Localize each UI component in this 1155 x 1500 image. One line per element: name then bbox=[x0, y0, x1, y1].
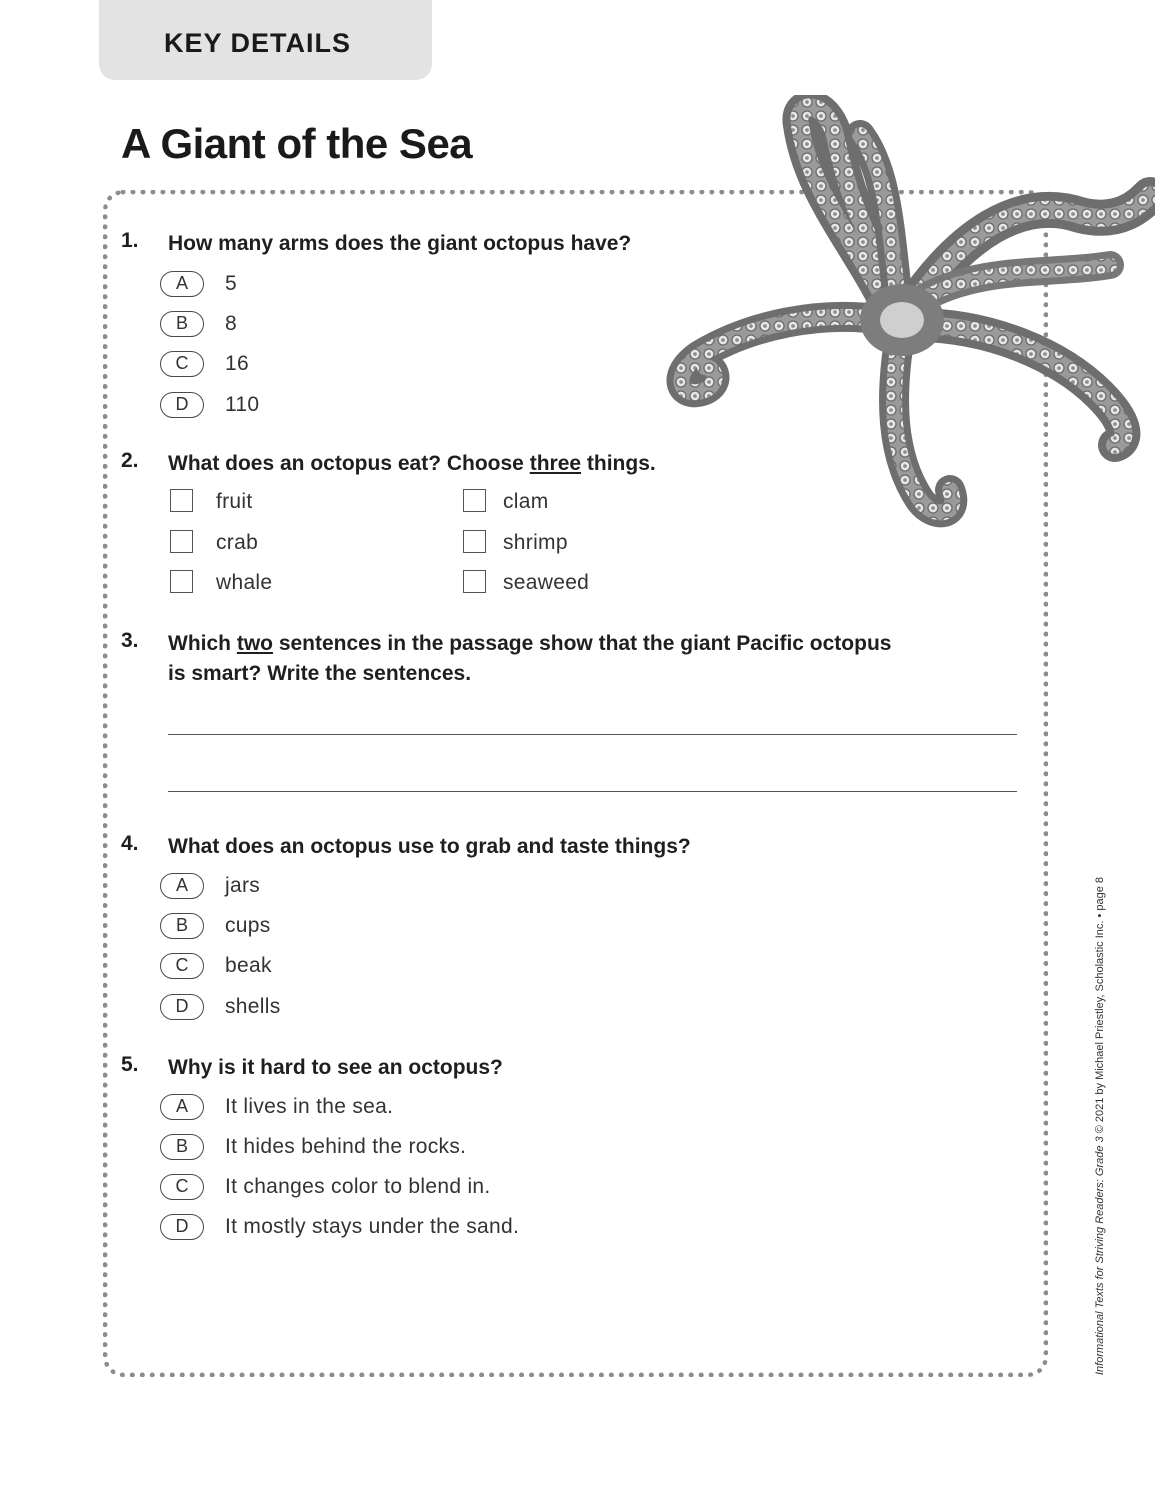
answer-text: It changes color to blend in. bbox=[225, 1175, 491, 1198]
question-text bbox=[168, 449, 656, 479]
question-text: How many arms does the giant octopus have? bbox=[168, 232, 632, 255]
answer-line[interactable] bbox=[168, 734, 1017, 735]
answer-bubble[interactable]: C bbox=[160, 1174, 204, 1200]
answer-bubble[interactable]: D bbox=[160, 1214, 204, 1240]
answer-bubble[interactable]: A bbox=[160, 1094, 204, 1120]
question-number: 2. bbox=[121, 449, 139, 472]
answer-bubble[interactable]: A bbox=[160, 271, 204, 297]
answer-text: 8 bbox=[225, 312, 237, 335]
answer-bubble[interactable]: B bbox=[160, 913, 204, 939]
question-text-part: things. bbox=[581, 452, 656, 475]
question-text-part: What does an octopus eat? Choose bbox=[168, 452, 530, 475]
question-text-part: Which bbox=[168, 632, 237, 655]
answer-bubble[interactable]: D bbox=[160, 994, 204, 1020]
answer-bubble[interactable]: B bbox=[160, 311, 204, 337]
answer-text: It hides behind the rocks. bbox=[225, 1135, 467, 1158]
emphasis-word: three bbox=[529, 452, 582, 475]
book-title: Informational Texts for Striving Readers: Grade 3 bbox=[1094, 1136, 1106, 1375]
question-number: 5. bbox=[121, 1053, 139, 1076]
answer-text: 16 bbox=[225, 352, 249, 375]
answer-bubble[interactable]: C bbox=[160, 351, 204, 377]
question-text: Why is it hard to see an octopus? bbox=[168, 1056, 503, 1079]
question-number: 3. bbox=[121, 629, 139, 652]
question-text bbox=[168, 629, 891, 689]
answer-text: jars bbox=[225, 874, 261, 897]
question-number: 1. bbox=[121, 229, 139, 252]
answer-bubble[interactable]: D bbox=[160, 392, 204, 418]
answer-text: 5 bbox=[225, 272, 237, 295]
emphasis-word: two bbox=[236, 632, 273, 655]
answer-bubble[interactable]: C bbox=[160, 953, 204, 979]
octopus-illustration bbox=[660, 95, 1155, 535]
checkbox[interactable] bbox=[170, 489, 193, 512]
answer-text: 110 bbox=[225, 393, 260, 416]
checkbox-label: seaweed bbox=[503, 571, 590, 594]
checkbox-label: fruit bbox=[216, 490, 253, 513]
question-number: 4. bbox=[121, 832, 139, 855]
copyright-credit bbox=[1094, 805, 1106, 1375]
answer-text: It mostly stays under the sand. bbox=[225, 1215, 520, 1238]
checkbox[interactable] bbox=[463, 489, 486, 512]
checkbox[interactable] bbox=[170, 530, 193, 553]
checkbox-label: whale bbox=[216, 571, 273, 594]
section-tab-label: KEY DETAILS bbox=[164, 28, 352, 58]
answer-text: shells bbox=[225, 995, 281, 1018]
question-text-part: sentences in the passage show that the giant Pacific octopus bbox=[272, 632, 892, 655]
answer-bubble[interactable]: A bbox=[160, 873, 204, 899]
checkbox-label: clam bbox=[503, 490, 549, 513]
copyright-text: © 2021 by Michael Priestley, Scholastic Inc. • page 8 bbox=[1094, 876, 1106, 1137]
checkbox[interactable] bbox=[463, 570, 486, 593]
answer-text: cups bbox=[225, 914, 271, 937]
answer-text: It lives in the sea. bbox=[225, 1095, 394, 1118]
answer-bubble[interactable]: B bbox=[160, 1134, 204, 1160]
answer-text: beak bbox=[225, 954, 272, 977]
checkbox[interactable] bbox=[463, 530, 486, 553]
question-text: What does an octopus use to grab and taste things? bbox=[168, 835, 691, 858]
checkbox-label: shrimp bbox=[503, 531, 568, 554]
answer-line[interactable] bbox=[168, 791, 1017, 792]
section-tab bbox=[99, 0, 432, 80]
checkbox[interactable] bbox=[170, 570, 193, 593]
checkbox-label: crab bbox=[216, 531, 259, 554]
page-title: A Giant of the Sea bbox=[121, 120, 473, 167]
question-text-part: is smart? Write the sentences. bbox=[168, 662, 472, 685]
